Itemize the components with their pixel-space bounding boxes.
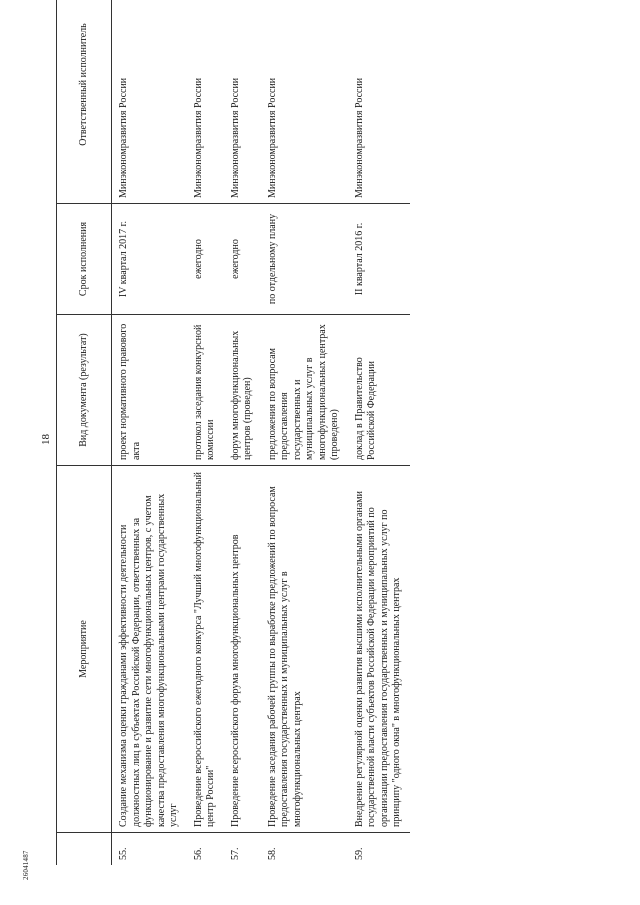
row-deadline: II квартал 2016 г. <box>348 204 410 315</box>
table-row <box>224 0 261 865</box>
header-row <box>57 0 112 865</box>
row-document-type: предложения по вопросам предоставления государственных и муниципальных услуг в многофункциональных центрах (проведено) <box>261 315 348 466</box>
header-responsible: Ответственный исполнитель <box>57 0 112 204</box>
row-document-type: доклад в Правительство Российской Федерации <box>348 315 410 466</box>
row-document-type: проект нормативного правового акта <box>112 315 187 466</box>
row-deadline: по отдельному плану <box>261 204 348 315</box>
row-responsible: Минэкономразвития России <box>261 0 348 204</box>
table-body <box>112 0 410 865</box>
header-event: Мероприятие <box>57 466 112 833</box>
row-event: Проведение всероссийского ежегодного конкурса "Лучший многофункциональный центр России" <box>187 466 224 833</box>
row-responsible: Минэкономразвития России <box>224 0 261 204</box>
row-event: Создание механизма оценки гражданами эффективности деятельности должностных лиц в субъектах Российской Федерации, ответственных за функционирование и развитие сети многофункциональных центров, с учетом качества предоставления многофункциональными центрами государственных услуг <box>112 466 187 833</box>
table-row <box>112 0 187 865</box>
row-number: 59. <box>353 847 365 860</box>
table-header <box>57 0 112 865</box>
measures-table-wrapper <box>56 20 620 865</box>
header-deadline: Срок исполнения <box>57 204 112 315</box>
page-number: 18 <box>40 434 52 445</box>
measures-table <box>56 0 410 865</box>
row-deadline: ежегодно <box>187 204 224 315</box>
row-responsible: Минэкономразвития России <box>187 0 224 204</box>
row-number: 57. <box>229 847 241 860</box>
row-responsible: Минэкономразвития России <box>348 0 410 204</box>
row-deadline: ежегодно <box>224 204 261 315</box>
row-event: Проведение заседания рабочей группы по выработке предложений по вопросам предоставления государственных и муниципальных услуг в многофункциональных центрах <box>261 466 348 833</box>
row-responsible: Минэкономразвития России <box>112 0 187 204</box>
row-number: 58. <box>266 847 278 860</box>
row-event: Внедрение регулярной оценки развития высшими исполнительными органами государственной власти субъектов Российской Федерации мероприятий по организации предоставления государственных и муниципальных услуг по принципу "одного окна" в многофункциональных центрах <box>348 466 410 833</box>
table-row <box>348 0 410 865</box>
header-num <box>57 833 112 866</box>
row-event: Проведение всероссийского форума многофункциональных центров <box>224 466 261 833</box>
table-row <box>187 0 224 865</box>
header-document-type: Вид документа (результат) <box>57 315 112 466</box>
row-document-type: форум многофункциональных центров (проведен) <box>224 315 261 466</box>
row-number: 55. <box>118 847 129 860</box>
row-document-type: протокол заседания конкурсной комиссии <box>187 315 224 466</box>
document-code: 26041487 <box>22 850 30 880</box>
table-row <box>261 0 348 865</box>
row-deadline: IV квартал 2017 г. <box>112 204 187 315</box>
row-number: 56. <box>192 847 204 860</box>
